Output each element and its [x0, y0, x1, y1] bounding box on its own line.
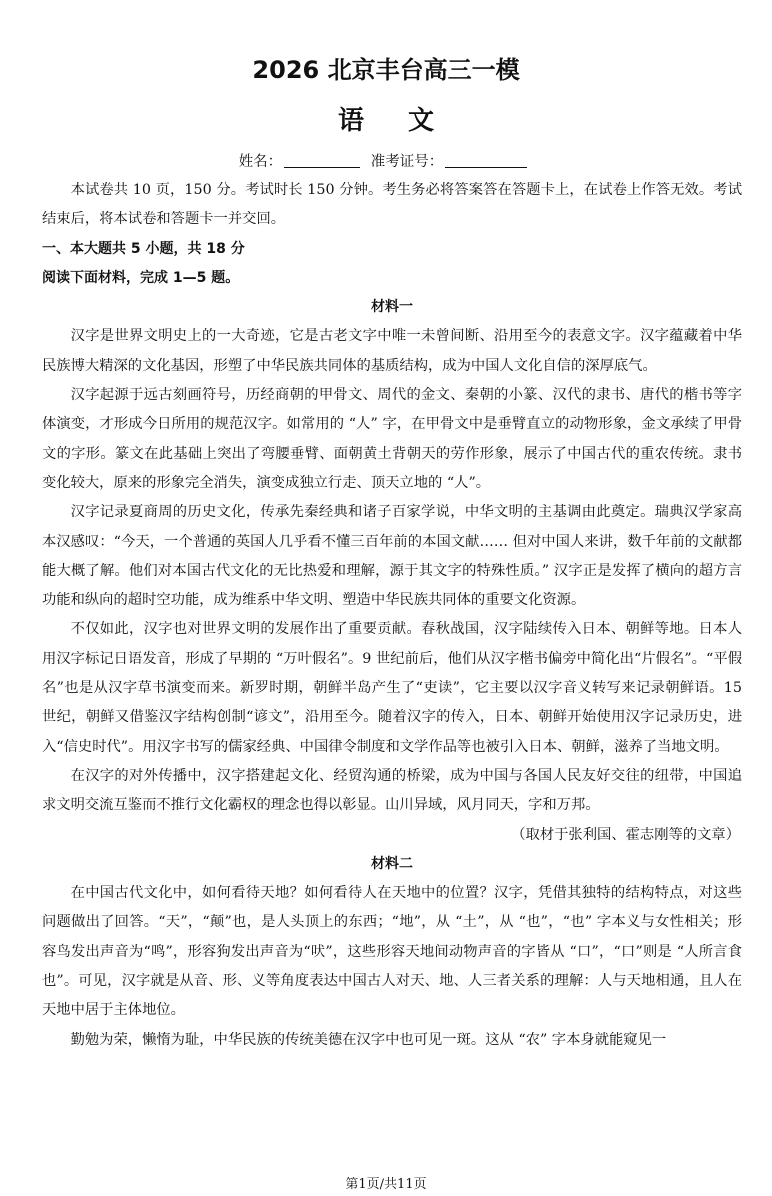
candidate-info-line [0, 150, 772, 171]
material-1-heading: 材料一 [371, 299, 413, 316]
material-2-paragraph: 勤勉为荣，懒惰为耻，中华民族的传统美德在汉字中也可见一斑。这从 “农” 字本身就能窥见一 [70, 1031, 667, 1048]
material-1-source: （取材于张利国、霍志刚等的文章） [511, 826, 740, 843]
material-2-paragraph: 在中国古代文化中，如何看待天地？如何看待人在天地中的位置？汉字，凭借其独特的结构特点，对这些问题做出了回答。“天”，“颠”也，是人头顶上的东西；“地”，从 “土”，从 “也”，“也” 字本义与女性相关；形容鸟发出声音为“鸣”，形容狗发出声音为“吠”，这些形容天地间动物声音的字皆从 “口”，“口”则是 “人所言食也”。可见，汉字就是从音、形、义等角度表达中国古人对天、地、人三者关系的理解：人与天地相通，且人在天地中居于主体地位。 [42, 885, 742, 1019]
reading-directive: 阅读下面材料，完成 1—5 题。 [42, 269, 240, 286]
name-label: 姓名： [238, 154, 283, 170]
instructions: 本试卷共 10 页，150 分。考试时长 150 分钟。考生务必将答案答在答题卡上，在试卷上作答无效。考试结束后，将本试卷和答题卡一并交回。 [42, 182, 742, 228]
material-1-paragraph: 汉字记录夏商周的历史文化，传承先秦经典和诸子百家学说，中华文明的主基调由此奠定。瑞典汉学家高本汉感叹：“今天，一个普通的英国人几乎看不懂三百年前的本国文献…… 但对中国人来讲，数千年前的文献都能大概了解。他们对本国古代文化的无比热爱和理解，源于其文字的特殊性质。” 汉字正是发挥了横向的超方言功能和纵向的超时空功能，成为维系中华文明、塑造中华民族共同体的重要文化资源。 [42, 504, 742, 609]
material-1-paragraph: 汉字起源于远古刻画符号，历经商朝的甲骨文、周代的金文、秦朝的小篆、汉代的隶书、唐代的楷书等字体演变，才形成今日所用的规范汉字。如常用的 “人” 字，在甲骨文中是垂臂直立的动物形象，金文承续了甲骨文的字形。篆文在此基础上突出了弯腰垂臂、面朝黄土背朝天的劳作形象，展示了中国古代的重农传统。隶书变化较大，原来的形象完全消失，演变成独立行走、顶天立地的 “人”。 [42, 387, 742, 491]
material-1-paragraph: 不仅如此，汉字也对世界文明的发展作出了重要贡献。春秋战国，汉字陆续传入日本、朝鲜等地。日本人用汉字标记日语发音，形成了早期的 “万叶假名”。9 世纪前后，他们从汉字楷书偏旁中简化出“片假名”。“平假名”也是从汉字草书演变而来。新罗时期，朝鲜半岛产生了“吏读”，它主要以汉字音义转写来记录朝鲜语。15 世纪，朝鲜又借鉴汉字结构创制“谚文”，沿用至今。随着汉字的传入，日本、朝鲜开始使用汉字记录历史，进入“信史时代”。用汉字书写的儒家经典、中国律令制度和文学作品等也被引入日本、朝鲜，滋养了当地文明。 [42, 621, 742, 755]
name-blank [284, 153, 360, 168]
exam-number-label: 准考证号： [370, 154, 444, 170]
material-1-paragraph: 在汉字的对外传播中，汉字搭建起文化、经贸沟通的桥梁，成为中国与各国人民友好交往的纽带，中国追求文明交流互鉴而不推行文化霸权的理念也得以彰显。山川异域，风月同天，字和万邦。 [42, 767, 742, 814]
page-number: 第1页/共11页 [345, 1177, 427, 1192]
exam-title: 2026 北京丰台高三一模 [252, 56, 520, 84]
material-1-paragraph: 汉字是世界文明史上的一大奇迹，它是古老文字中唯一未曾间断、沿用至今的表意文字。汉字蕴藏着中华民族博大精深的文化基因，形塑了中华民族共同体的基质结构，成为中国人文化自信的深厚底气。 [42, 328, 742, 374]
exam-body [42, 176, 742, 1055]
material-2-heading: 材料二 [371, 855, 413, 872]
section-heading: 一、本大题共 5 小题，共 18 分 [42, 240, 245, 257]
subject-title: 语文 [337, 106, 478, 136]
exam-number-blank [445, 153, 527, 168]
